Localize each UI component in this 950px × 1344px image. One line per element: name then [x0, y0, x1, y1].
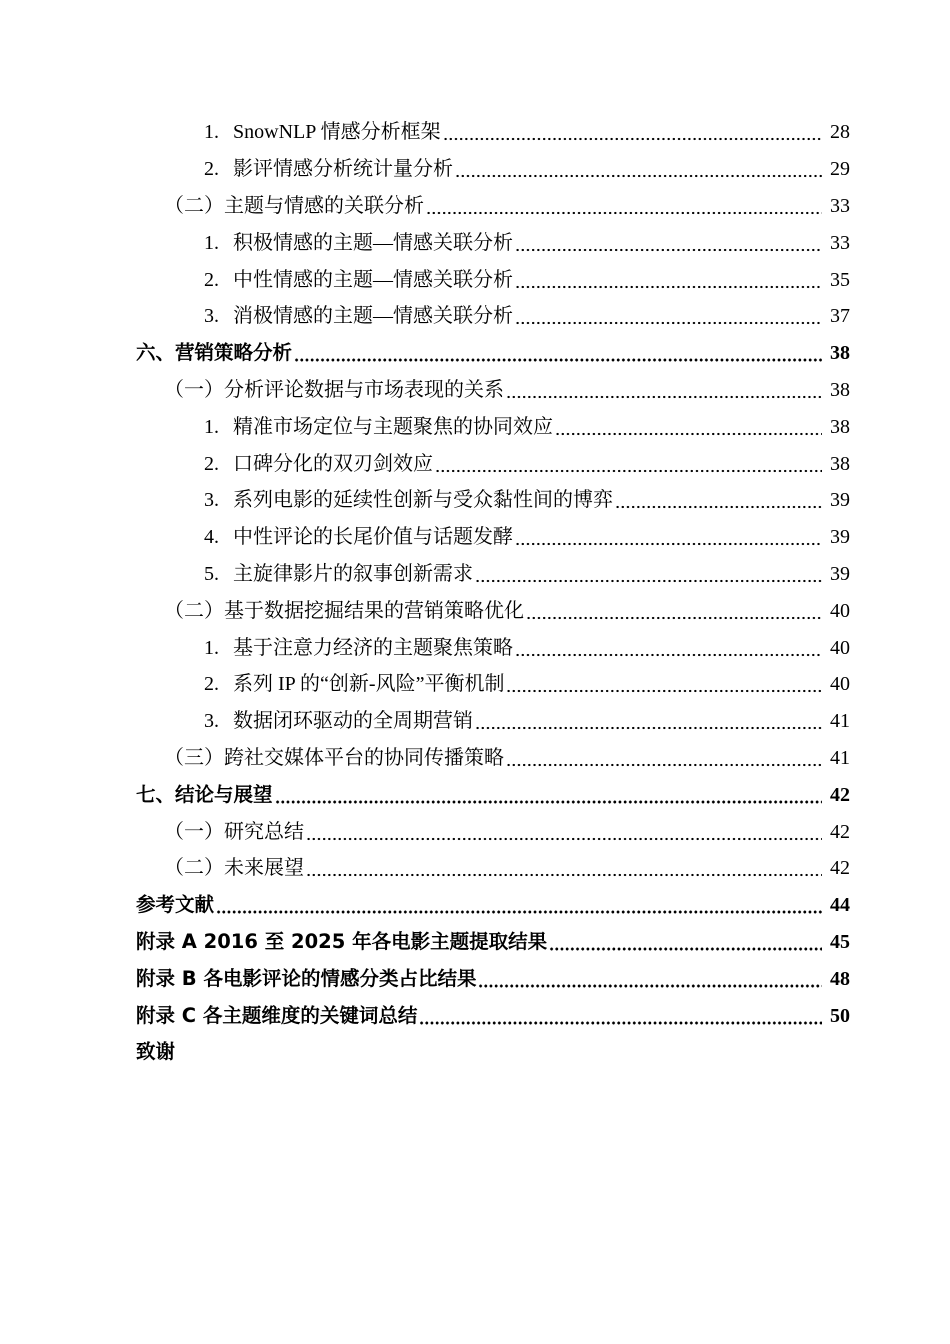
toc-leader-dots — [526, 602, 822, 620]
toc-leader-dots — [426, 197, 822, 215]
toc-entry[interactable] — [0, 519, 950, 556]
toc-entry-title: 跨社交媒体平台的协同传播策略 — [224, 746, 504, 769]
toc-entry-page: 39 — [830, 489, 850, 512]
toc-entry-page: 40 — [830, 636, 850, 659]
toc-entry-heading — [136, 893, 214, 917]
toc-leader-dots — [478, 970, 822, 988]
toc-entry-number: 3. — [204, 305, 219, 328]
toc-leader-dots — [506, 381, 822, 399]
toc-entry[interactable] — [0, 188, 950, 225]
toc-entry-title: 附录 B 各电影评论的情感分类占比结果 — [136, 966, 477, 990]
toc-entry-page: 33 — [830, 231, 850, 254]
toc-entry-title: 中性评论的长尾价值与话题发酵 — [233, 526, 513, 549]
toc-entry-heading — [204, 672, 504, 696]
toc-entry-title: 中性情感的主题—情感关联分析 — [233, 268, 513, 291]
toc-entry-page: 48 — [830, 967, 850, 990]
toc-entry-page: 41 — [830, 710, 850, 733]
toc-entry[interactable] — [0, 924, 950, 961]
toc-entry-title: 主旋律影片的叙事创新需求 — [233, 562, 473, 585]
toc-entry[interactable] — [0, 372, 950, 409]
toc-entry[interactable] — [0, 261, 950, 298]
toc-entry-heading — [136, 930, 547, 954]
toc-entry[interactable] — [0, 335, 950, 372]
toc-entry[interactable] — [0, 114, 950, 151]
toc-entry[interactable] — [0, 740, 950, 777]
toc-entry-number: 5. — [204, 562, 219, 585]
toc-entry-heading — [204, 488, 613, 512]
toc-entry-page: 42 — [830, 783, 850, 806]
toc-entry[interactable] — [0, 1034, 950, 1071]
toc-leader-dots — [615, 491, 822, 509]
toc-leader-dots — [306, 823, 822, 841]
toc-entry-number: 2. — [204, 158, 219, 181]
toc-entry[interactable] — [0, 298, 950, 335]
toc-entry-page: 40 — [830, 599, 850, 622]
toc-leader-dots — [419, 1007, 822, 1025]
toc-leader-dots — [515, 271, 822, 289]
toc-entry-title: 系列 IP 的“创新-风险”平衡机制 — [233, 673, 505, 696]
toc-entry-title: 消极情感的主题—情感关联分析 — [233, 305, 513, 328]
toc-entry[interactable] — [0, 445, 950, 482]
toc-entry-title: 系列电影的延续性创新与受众黏性间的博弈 — [233, 489, 613, 512]
toc-entry-title: 六、营销策略分析 — [136, 341, 293, 365]
toc-entry-heading — [164, 378, 504, 402]
toc-entry[interactable] — [0, 997, 950, 1034]
toc-entry-title: 未来展望 — [224, 857, 304, 880]
toc-entry[interactable] — [0, 629, 950, 666]
toc-entry[interactable] — [0, 813, 950, 850]
toc-entry[interactable] — [0, 960, 950, 997]
toc-entry-number: 2. — [204, 268, 219, 291]
toc-entry-title: 基于注意力经济的主题聚焦策略 — [233, 636, 513, 659]
toc-entry-heading — [204, 452, 433, 476]
toc-entry[interactable] — [0, 776, 950, 813]
toc-entry-number: 3. — [204, 489, 219, 512]
toc-entry-number: （二） — [164, 194, 224, 217]
toc-entry-heading — [204, 525, 513, 549]
toc-entry-page: 45 — [830, 930, 850, 953]
toc-leader-dots — [306, 859, 822, 877]
toc-entry-title: 分析评论数据与市场表现的关系 — [224, 378, 504, 401]
toc-entry[interactable] — [0, 887, 950, 924]
toc-entry-heading — [136, 967, 476, 991]
toc-entry[interactable] — [0, 224, 950, 261]
toc-entry-page: 40 — [830, 673, 850, 696]
toc-leader-dots — [455, 160, 822, 178]
toc-leader-dots — [555, 418, 822, 436]
toc-entry-page: 39 — [830, 526, 850, 549]
toc-entry-page: 42 — [830, 857, 850, 880]
toc-entry-number: 2. — [204, 673, 219, 696]
toc-entry-number: （二） — [164, 599, 224, 622]
toc-entry-page: 50 — [830, 1004, 850, 1027]
toc-entry-number: （三） — [164, 746, 224, 769]
toc-entry-page: 38 — [830, 378, 850, 401]
toc-entry-page: 38 — [830, 342, 850, 365]
toc-leader-dots — [443, 123, 822, 141]
toc-entry-title: SnowNLP 情感分析框架 — [233, 121, 441, 144]
toc-entry-title: 致谢 — [136, 1040, 176, 1064]
toc-entry-page: 38 — [830, 415, 850, 438]
toc-leader-dots — [549, 933, 822, 951]
toc-entry-heading — [136, 783, 273, 807]
toc-entry-title: 口碑分化的双刃剑效应 — [233, 452, 433, 475]
toc-entry-page: 29 — [830, 158, 850, 181]
toc-entry-title: 基于数据挖掘结果的营销策略优化 — [224, 599, 524, 622]
toc-entry[interactable] — [0, 666, 950, 703]
toc-leader-dots — [506, 675, 822, 693]
toc-entry-heading — [204, 415, 553, 439]
toc-leader-dots — [216, 896, 822, 914]
toc-entry-heading — [204, 157, 453, 181]
toc-entry[interactable] — [0, 556, 950, 593]
toc-entry-title: 附录 A 2016 至 2025 年各电影主题提取结果 — [136, 929, 548, 953]
toc-entry-title: 七、结论与展望 — [136, 782, 273, 806]
toc-entry-page: 35 — [830, 268, 850, 291]
toc-entry-title: 附录 C 各主题维度的关键词总结 — [136, 1003, 418, 1027]
table-of-contents — [0, 114, 950, 1071]
toc-entry-title: 主题与情感的关联分析 — [224, 194, 424, 217]
toc-entry[interactable] — [0, 850, 950, 887]
toc-entry-heading — [204, 304, 513, 328]
toc-entry-number: 2. — [204, 452, 219, 475]
toc-entry-page: 42 — [830, 820, 850, 843]
toc-leader-dots — [515, 307, 822, 325]
toc-entry-title: 参考文献 — [136, 893, 215, 917]
toc-entry[interactable] — [0, 592, 950, 629]
toc-entry-page: 38 — [830, 452, 850, 475]
toc-entry-title: 研究总结 — [224, 820, 304, 843]
toc-leader-dots — [275, 786, 822, 804]
toc-entry[interactable] — [0, 482, 950, 519]
toc-entry-heading — [204, 120, 441, 144]
toc-entry-number: （二） — [164, 857, 224, 880]
toc-entry-number: 1. — [204, 636, 219, 659]
toc-entry-page: 44 — [830, 894, 850, 917]
toc-entry-title: 数据闭环驱动的全周期营销 — [233, 710, 473, 733]
toc-entry-title: 精准市场定位与主题聚焦的协同效应 — [233, 415, 553, 438]
toc-entry-heading — [136, 341, 292, 365]
toc-leader-dots — [515, 234, 822, 252]
toc-leader-dots — [475, 712, 822, 730]
toc-leader-dots — [294, 344, 822, 362]
toc-entry[interactable] — [0, 703, 950, 740]
toc-entry[interactable] — [0, 408, 950, 445]
toc-entry-page: 41 — [830, 746, 850, 769]
toc-entry-heading — [164, 746, 504, 770]
toc-entry-title: 影评情感分析统计量分析 — [233, 158, 453, 181]
toc-entry-heading — [164, 599, 524, 623]
toc-entry-heading — [164, 820, 304, 844]
toc-entry-heading — [164, 856, 304, 880]
toc-entry-page: 37 — [830, 305, 850, 328]
toc-entry-heading — [204, 709, 473, 733]
toc-entry-number: 4. — [204, 526, 219, 549]
toc-entry-number: 1. — [204, 415, 219, 438]
toc-entry-number: （一） — [164, 820, 224, 843]
toc-entry-number: 1. — [204, 231, 219, 254]
toc-leader-dots — [435, 455, 822, 473]
toc-entry-heading — [204, 636, 513, 660]
toc-leader-dots — [515, 639, 822, 657]
toc-entry-heading — [204, 231, 513, 255]
toc-entry-number: 3. — [204, 710, 219, 733]
toc-entry-number: 1. — [204, 121, 219, 144]
toc-entry-heading — [164, 194, 424, 218]
toc-entry-page: 39 — [830, 562, 850, 585]
toc-entry-heading — [136, 1040, 175, 1064]
toc-entry-page: 28 — [830, 121, 850, 144]
toc-entry-number: （一） — [164, 378, 224, 401]
toc-entry[interactable] — [0, 151, 950, 188]
toc-entry-heading — [204, 268, 513, 292]
toc-entry-page: 33 — [830, 194, 850, 217]
toc-leader-dots — [475, 565, 822, 583]
toc-entry-title: 积极情感的主题—情感关联分析 — [233, 231, 513, 254]
toc-entry-heading — [204, 562, 473, 586]
toc-leader-dots — [515, 528, 822, 546]
toc-leader-dots — [506, 749, 822, 767]
toc-entry-heading — [136, 1004, 417, 1028]
